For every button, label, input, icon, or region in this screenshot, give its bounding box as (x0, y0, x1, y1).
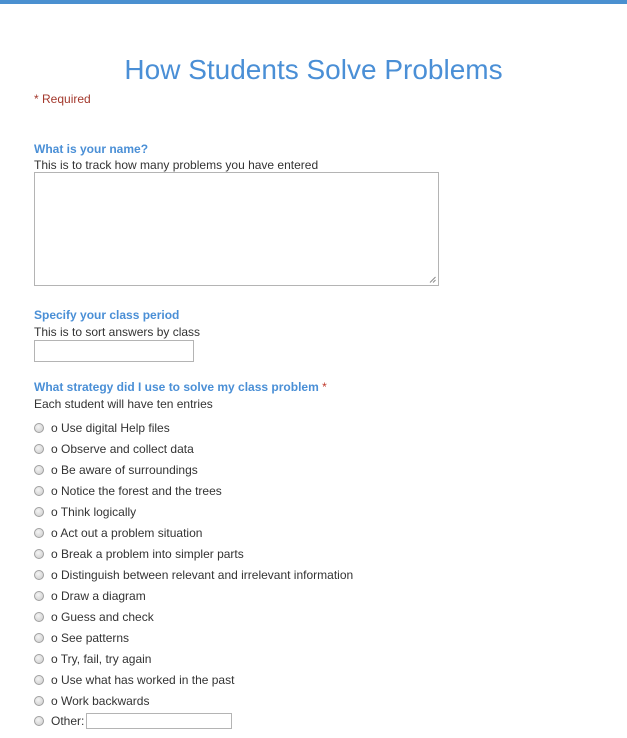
name-question-title: What is your name? (34, 142, 149, 156)
radio-button[interactable] (34, 465, 44, 475)
strategy-option-label: o See patterns (51, 630, 130, 645)
radio-button[interactable] (34, 423, 44, 433)
form-title: How Students Solve Problems (124, 54, 503, 85)
name-question-help: This is to track how many problems you have entered (34, 158, 319, 172)
name-textarea[interactable] (34, 172, 439, 286)
radio-button[interactable] (34, 591, 44, 601)
strategy-option[interactable] (34, 501, 353, 522)
class-period-question-help: This is to sort answers by class (34, 325, 201, 339)
radio-button[interactable] (34, 633, 44, 643)
radio-button[interactable] (34, 654, 44, 664)
strategy-option-other[interactable] (34, 710, 232, 731)
strategy-option[interactable] (34, 585, 353, 606)
radio-button[interactable] (34, 716, 44, 726)
strategy-option[interactable] (34, 606, 353, 627)
strategy-option-label: o Break a problem into simpler parts (51, 546, 244, 561)
strategy-option-label: o Notice the forest and the trees (51, 483, 222, 498)
radio-button[interactable] (34, 612, 44, 622)
required-note: * Required (34, 92, 91, 106)
other-label: Other: (51, 713, 85, 728)
radio-button[interactable] (34, 486, 44, 496)
strategy-option-label: o Try, fail, try again (51, 651, 152, 666)
strategy-option[interactable] (34, 669, 353, 690)
radio-button[interactable] (34, 549, 44, 559)
strategy-option[interactable] (34, 690, 353, 711)
strategy-question-title (34, 379, 327, 395)
strategy-option-label: o Use what has worked in the past (51, 672, 235, 687)
strategy-option[interactable] (34, 648, 353, 669)
strategy-option-label: o Observe and collect data (51, 441, 194, 456)
radio-button[interactable] (34, 570, 44, 580)
strategy-question-title-text: What strategy did I use to solve my class problem (34, 380, 319, 394)
strategy-option-label: o Distinguish between relevant and irrelevant information (51, 567, 354, 582)
strategy-option[interactable] (34, 480, 353, 501)
top-accent-bar (0, 0, 627, 4)
strategy-options-list (34, 417, 353, 711)
required-asterisk: * (322, 380, 327, 394)
strategy-option-label: o Work backwards (51, 693, 150, 708)
strategy-option-label: o Act out a problem situation (51, 525, 203, 540)
other-text-input[interactable] (86, 713, 232, 729)
strategy-option-label: o Be aware of surroundings (51, 462, 198, 477)
strategy-option-label: o Draw a diagram (51, 588, 146, 603)
radio-button[interactable] (34, 675, 44, 685)
resize-grip-icon[interactable] (429, 276, 436, 283)
strategy-option[interactable] (34, 564, 353, 585)
strategy-option[interactable] (34, 438, 353, 459)
strategy-option[interactable] (34, 459, 353, 480)
strategy-option[interactable] (34, 522, 353, 543)
radio-button[interactable] (34, 528, 44, 538)
strategy-option-label: o Use digital Help files (51, 420, 170, 435)
strategy-option-label: o Guess and check (51, 609, 154, 624)
radio-button[interactable] (34, 444, 44, 454)
strategy-option[interactable] (34, 417, 353, 438)
radio-button[interactable] (34, 507, 44, 517)
radio-button[interactable] (34, 696, 44, 706)
strategy-option[interactable] (34, 543, 353, 564)
class-period-question-title: Specify your class period (34, 308, 180, 322)
strategy-question-help: Each student will have ten entries (34, 397, 213, 411)
class-period-input[interactable] (34, 340, 194, 362)
strategy-option-label: o Think logically (51, 504, 137, 519)
strategy-option[interactable] (34, 627, 353, 648)
